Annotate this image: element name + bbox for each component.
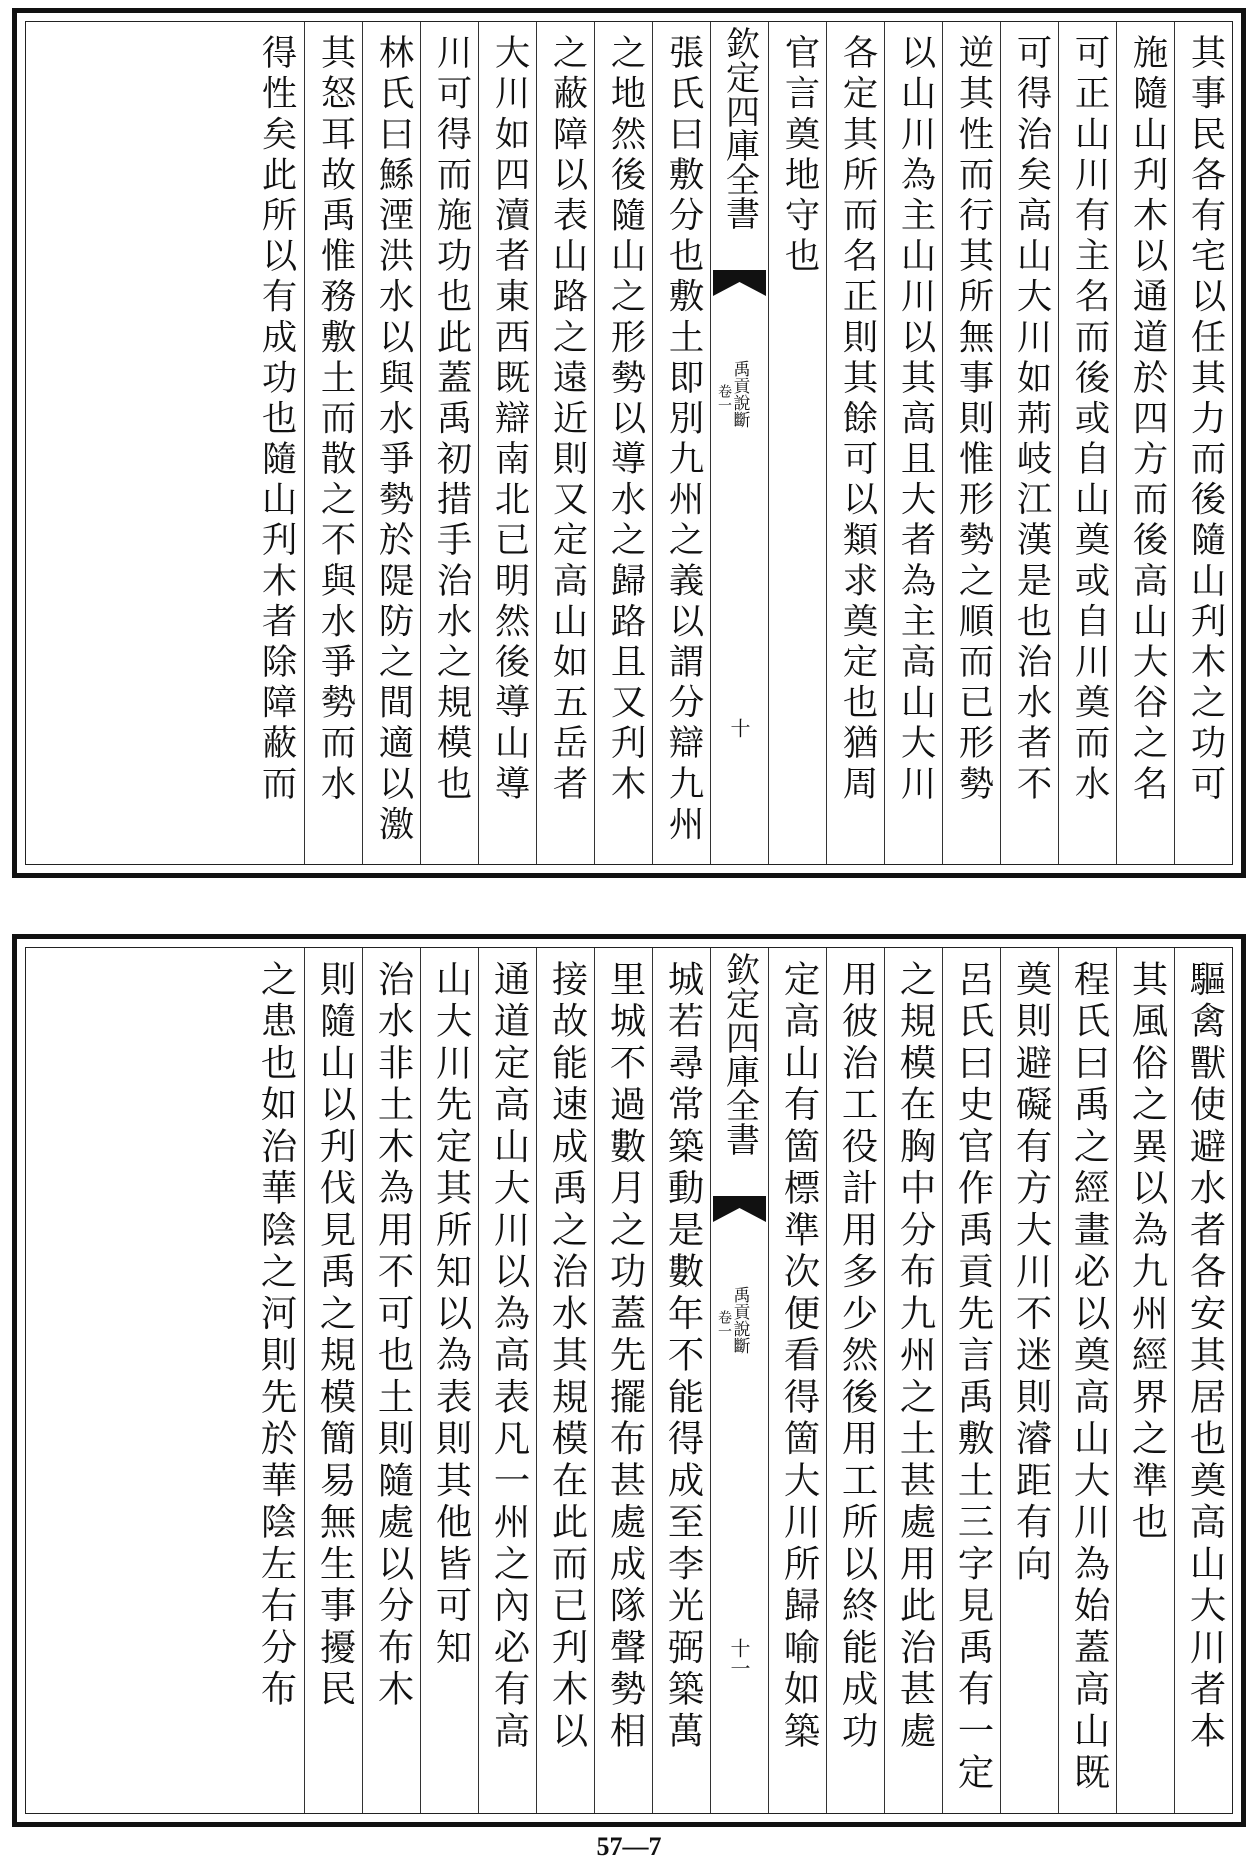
text-column: 治水非土木為用不可也土則隨處以分布木 <box>362 948 420 1813</box>
text-column: 之蔽障以表山路之遠近則又定高山如五岳者 <box>536 22 594 864</box>
page-number: 57—7 <box>596 1832 662 1861</box>
text-column: 奠則避礙有方大川不迷則濬距有向 <box>1000 948 1058 1813</box>
center-spine <box>710 948 768 1813</box>
text-column: 逆其性而行其所無事則惟形勢之順而已形勢 <box>942 22 1000 864</box>
spine-juan: 卷一 <box>716 1310 732 1338</box>
text-column: 川可得而施功也此蓋禹初措手治水之規模也 <box>420 22 478 864</box>
text-column: 定高山有箇標準次便看得箇大川所歸喻如築 <box>768 948 826 1813</box>
text-column: 可正山川有主名而後或自山奠或自川奠而水 <box>1058 22 1116 864</box>
center-spine <box>710 22 768 864</box>
text-column: 林氏曰鯀湮洪水以與水爭勢於隄防之間適以激 <box>362 22 420 864</box>
spine-book-title: 禹貢說斷 <box>729 360 750 428</box>
spine-leaf-number: 十 <box>727 718 751 738</box>
text-column: 官言奠地守也 <box>768 22 826 864</box>
text-column: 城若尋常築動是數年不能得成至李光弼築萬 <box>652 948 710 1813</box>
text-column: 張氏曰敷分也敷土即別九州之義以謂分辯九州 <box>652 22 710 864</box>
text-column: 以山川為主山川以其高且大者為主高山大川 <box>884 22 942 864</box>
text-column: 里城不過數月之功蓋先擺布甚處成隊聲勢相 <box>594 948 652 1813</box>
text-column: 呂氏曰史官作禹貢先言禹敷土三字見禹有一定 <box>942 948 1000 1813</box>
text-column: 用彼治工役計用多少然後用工所以終能成功 <box>826 948 884 1813</box>
fishtail-mark <box>713 1196 766 1222</box>
text-column: 驅禽獸使避水者各安其居也奠高山大川者本 <box>1174 948 1232 1813</box>
text-column: 其怒耳故禹惟務敷土而散之不與水爭勢而水 <box>304 22 362 864</box>
spine-title: 欽定四庫全書 <box>719 952 760 1156</box>
text-column: 通道定高山大川以為高表凡一州之內必有高 <box>478 948 536 1813</box>
text-column: 山大川先定其所知以為表則其他皆可知 <box>420 948 478 1813</box>
text-column: 則隨山以刋伐見禹之規模簡易無生事擾民 <box>304 948 362 1813</box>
fishtail-mark <box>713 270 766 296</box>
text-column: 得性矣此所以有成功也隨山刋木者除障蔽而 <box>256 34 297 806</box>
text-column: 其事民各有宅以任其力而後隨山刋木之功可 <box>1174 22 1232 864</box>
text-column: 之地然後隨山之形勢以導水之歸路且又刋木 <box>594 22 652 864</box>
text-column: 其風俗之異以為九州經界之準也 <box>1116 948 1174 1813</box>
spine-leaf-number: 十一 <box>727 1638 751 1678</box>
text-column: 之患也如治華陰之河則先於華陰左右分布 <box>255 960 298 1712</box>
text-column: 接故能速成禹之治水其規模在此而已刋木以 <box>536 948 594 1813</box>
top-page <box>12 8 1246 878</box>
text-column: 程氏曰禹之經畫必以奠高山大川為始蓋高山既 <box>1058 948 1116 1813</box>
spine-title: 欽定四庫全書 <box>719 26 760 230</box>
top-page-frame <box>25 21 1233 865</box>
text-column: 可得治矣高山大川如荊岐江漢是也治水者不 <box>1000 22 1058 864</box>
bottom-page-frame <box>25 947 1233 1814</box>
text-column: 施隨山刋木以通道於四方而後高山大谷之名 <box>1116 22 1174 864</box>
text-column: 之規模在胸中分布九州之土甚處用此治甚處 <box>884 948 942 1813</box>
text-column: 各定其所而名正則其餘可以類求奠定也猶周 <box>826 22 884 864</box>
text-column: 大川如四瀆者東西既辯南北已明然後導山導 <box>478 22 536 864</box>
bottom-page <box>12 934 1246 1827</box>
spine-book-title: 禹貢說斷 <box>729 1286 750 1354</box>
spine-juan: 卷一 <box>716 384 732 412</box>
